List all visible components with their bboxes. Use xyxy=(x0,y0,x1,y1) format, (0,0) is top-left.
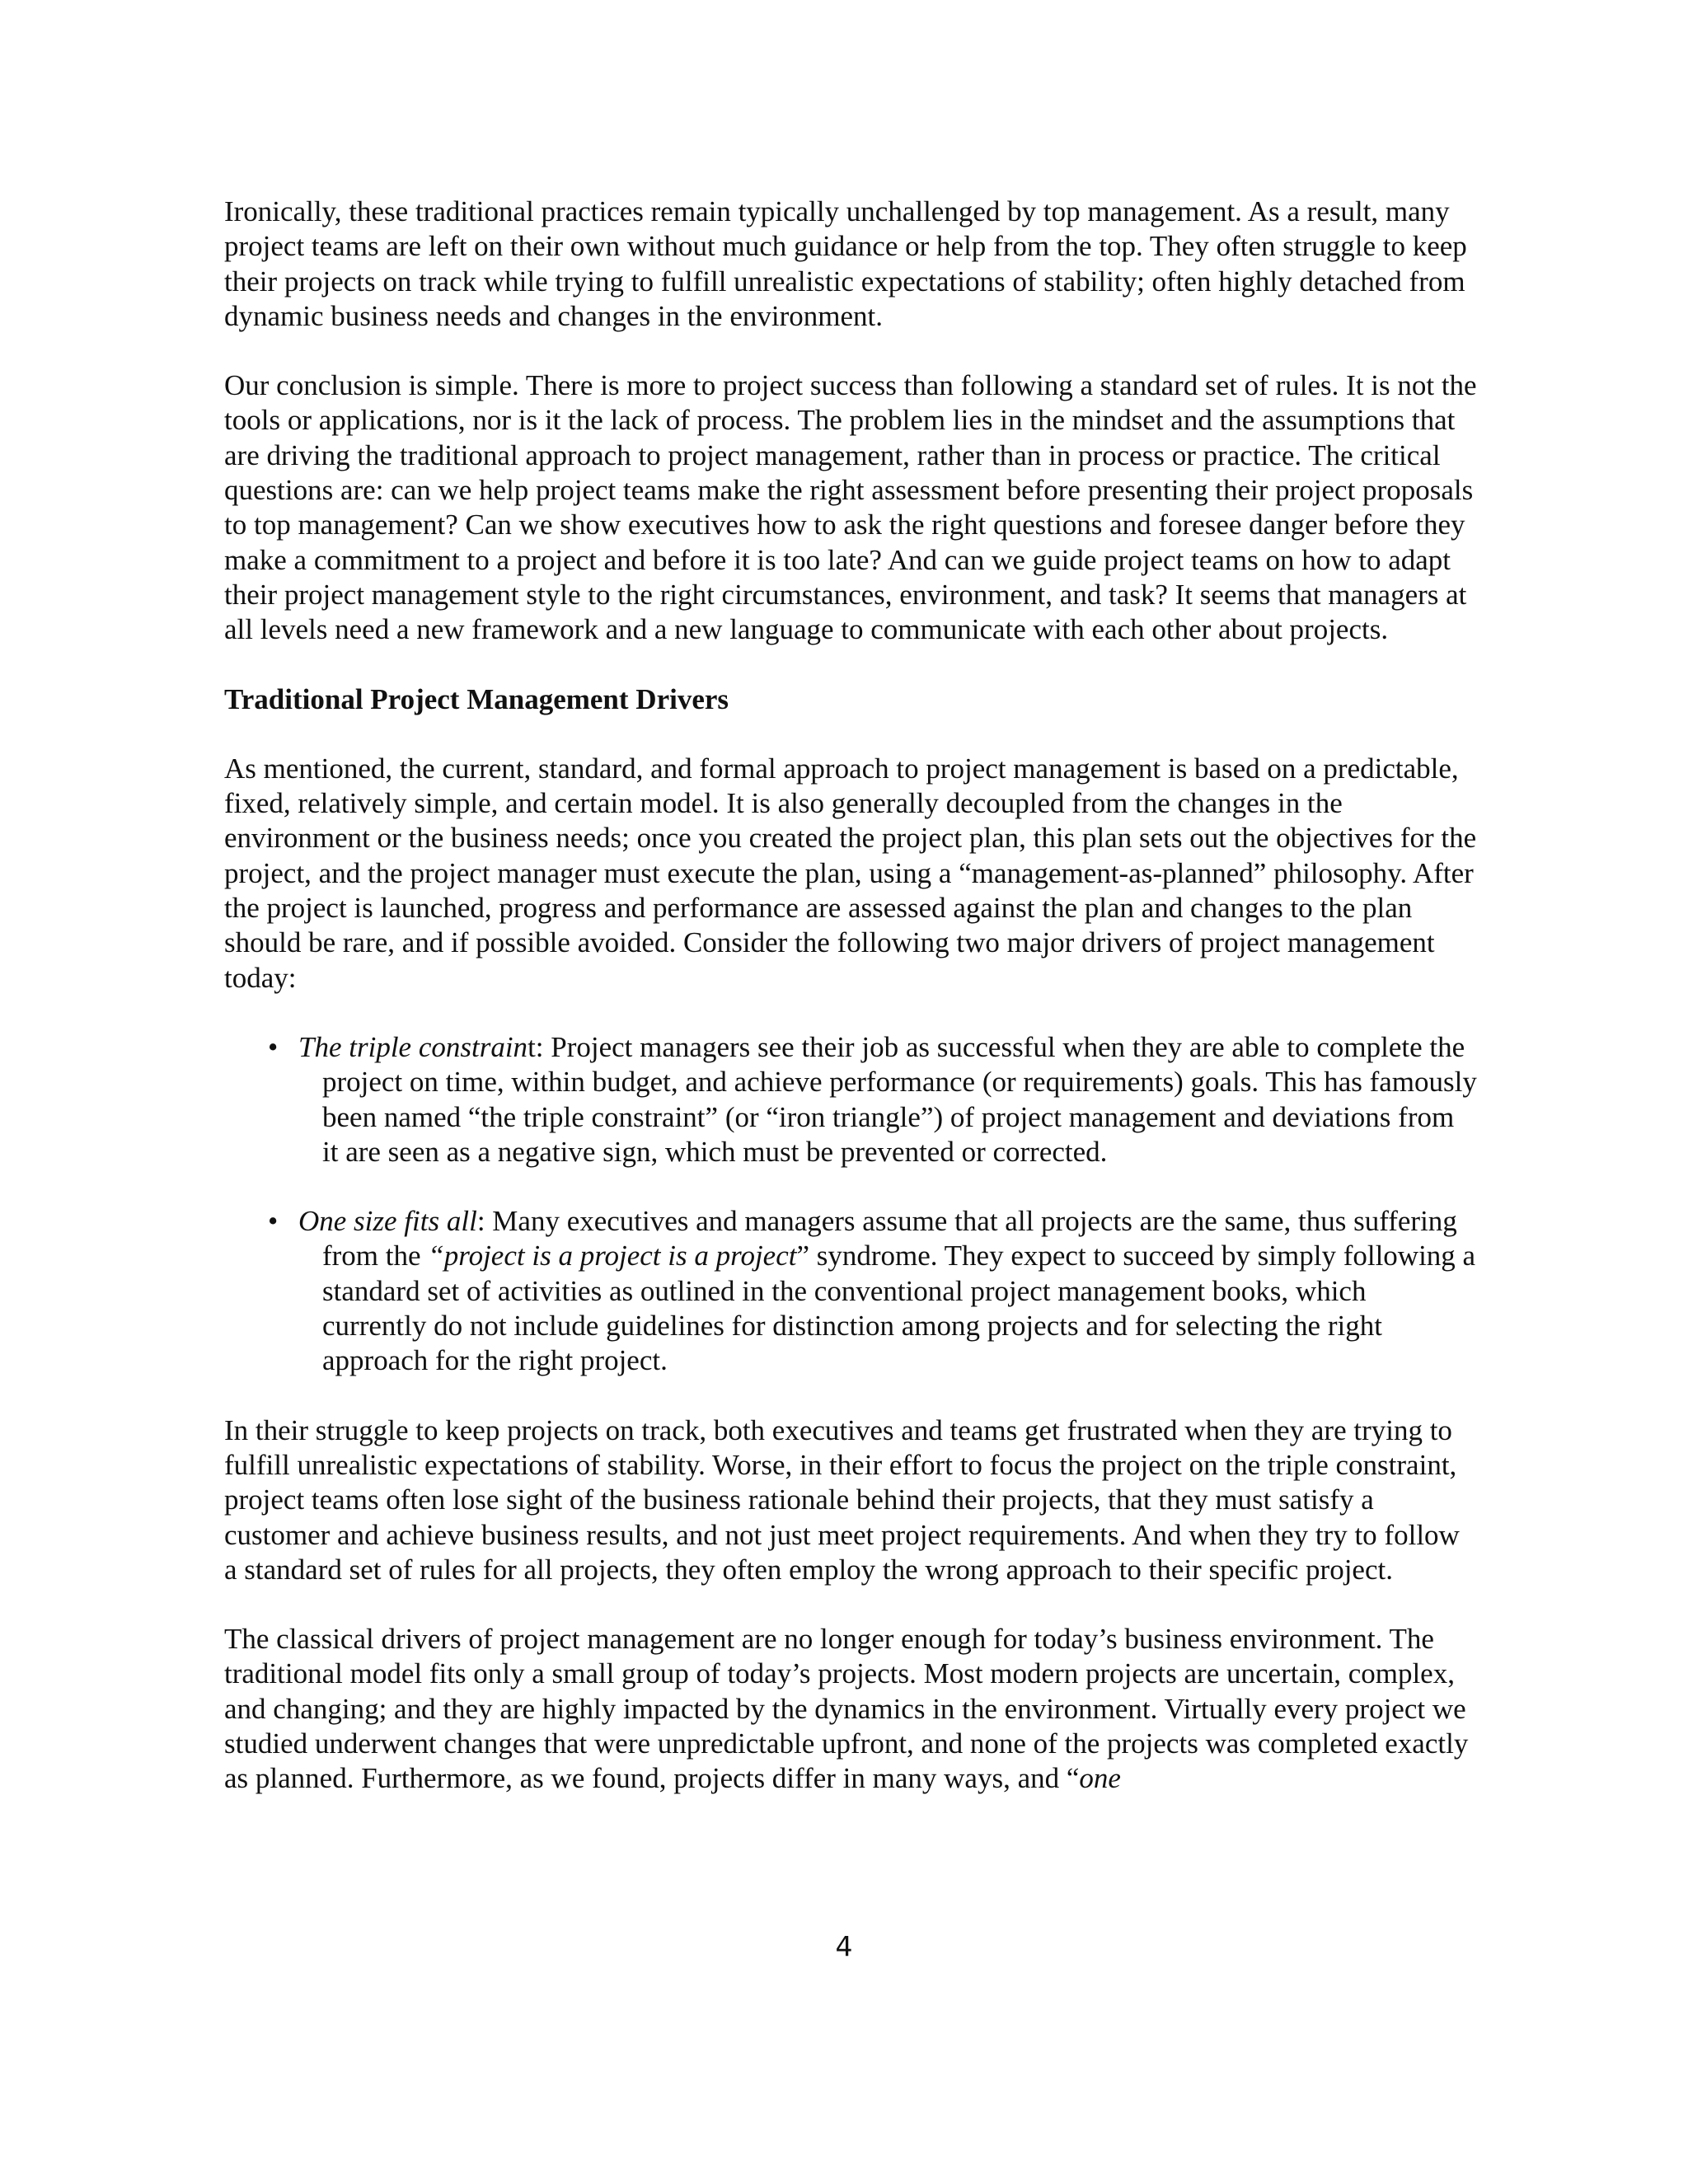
bullet-text-triple-constraint: : Project managers see their job as successful when they are able to complete the project on time, within budget, and achieve performance (or requirements) goals. This has famously been named “the triple constraint” (or “iron triangle”) of project management and deviations from it are seen as a negative sign, which must be prevented or corrected. xyxy=(322,1030,1477,1168)
bullet-icon: • xyxy=(268,1030,279,1063)
term-one-size-fits-all: One size fits all xyxy=(298,1205,477,1238)
paragraph-struggle: In their struggle to keep projects on track, both executives and teams get frustrated when they are trying to fulfill unrealistic expectations of stability. Worse, in their effort to focus the project on the triple constraint, project teams often lose sight of the business rationale behind their projects, that they must satisfy a customer and achieve business results, and not just meet project requirements. And when they try to follow a standard set of rules for all projects, they often employ the wrong approach to their specific project. xyxy=(224,1413,1460,1586)
paragraph-classical-drivers-text: The classical drivers of project management are no longer enough for today’s business environment. The traditional model fits only a small group of today’s projects. Most modern projects are uncertain, complex, and changing; and they are highly impacted by the dynamics in the environment. Virtually every project we studied underwent changes that were unpredictable upfront, and none of the projects was completed exactly as planned. Furthermore, as we found, projects differ in many ways, and “ xyxy=(224,1623,1469,1795)
section-heading: Traditional Project Management Drivers xyxy=(224,682,729,715)
quote-project-is-a-project: “project is a project is a project xyxy=(428,1240,797,1272)
list-item-triple-constraint xyxy=(224,1030,1477,1169)
bullet-icon: • xyxy=(268,1205,279,1238)
bullet-text-one-size-before: : Many executives and managers assume that all projects are the same, thus suffering from the xyxy=(322,1205,1457,1272)
paragraph-conclusion: Our conclusion is simple. There is more to project success than following a standard set of rules. It is not the tools or applications, nor is it the lack of process. The problem lies in the mindset and the assumptions that are driving the traditional approach to project management, rather than in process or practice. The critical questions are: can we help project teams make the right assessment before presenting their project proposals to top management? Can we show executives how to ask the right questions and foresee danger before they make a commitment to a project and before it is too late? And can we guide project teams on how to adapt their project management style to the right circumstances, environment, and task? It seems that managers at all levels need a new framework and a new language to communicate with each other about projects. xyxy=(224,369,1477,646)
paragraph-classical-drivers xyxy=(224,1622,1477,1796)
document-body xyxy=(224,194,1477,1797)
term-triple-constraint-tail: t xyxy=(528,1030,536,1063)
paragraph-as-mentioned: As mentioned, the current, standard, and formal approach to project management is based on a predictable, fixed, relatively simple, and certain model. It is also generally decoupled from the changes in the environment or the business needs; once you created the project plan, this plan sets out the objectives for the project, and the project manager must execute the plan, using a “management-as-planned” philosophy. After the project is launched, progress and performance are assessed against the plan and changes to the plan should be rare, and if possible avoided. Consider the following two major drivers of project management today: xyxy=(224,752,1477,994)
paragraph-classical-drivers-italic-end: one xyxy=(1079,1762,1121,1795)
drivers-list xyxy=(224,1030,1477,1379)
list-item-one-size xyxy=(224,1204,1477,1378)
paragraph-ironically: Ironically, these traditional practices remain typically unchallenged by top management. As a result, many project teams are left on their own without much guidance or help from the top. They often struggle to keep their projects on track while trying to fulfill unrealistic expectations of stability; often highly detached from dynamic business needs and changes in the environment. xyxy=(224,195,1467,332)
bullet-text-one-size-after: ” syndrome. They expect to succeed by simply following a standard set of activities as outlined in the conventional project management books, which currently do not include guidelines for distinction among projects and for selecting the right approach for the right project. xyxy=(322,1240,1476,1377)
page-number: 4 xyxy=(835,1930,853,1962)
term-triple-constraint: The triple constrain xyxy=(298,1030,528,1063)
